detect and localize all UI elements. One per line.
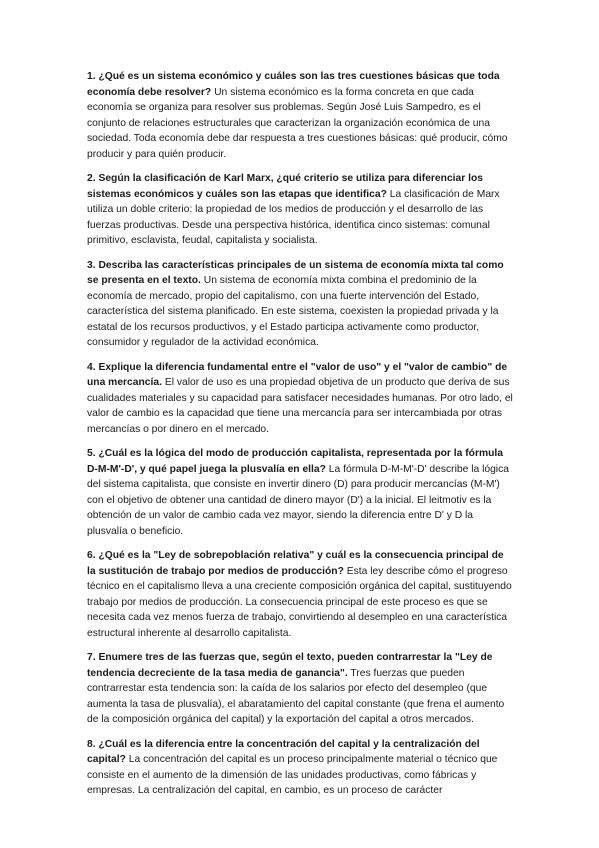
question-2: 2. Según la clasificación de Karl Marx, ¿qué criterio se utiliza para diferenciar los sistemas económicos y cuáles son las etapas que identifica? [87, 173, 483, 200]
answer-8: La concentración del capital es un proceso principalmente material o técnico que consiste en el aumento de la dimensión de las unidades productivas, como fábricas y empresas. La centralización del capital, en cambio, es un proceso de carácter [87, 754, 498, 796]
question-3: 3. Describa las características principales de un sistema de economía mixta tal como se presenta en el texto. [87, 259, 504, 286]
qa-item-1 [87, 69, 515, 162]
question-8: 8. ¿Cuál es la diferencia entre la concentración del capital y la centralización del capital? [87, 738, 480, 765]
question-5: 5. ¿Cuál es la lógica del modo de producción capitalista, representada por la fórmula D-M-M'-D', y qué papel juega la plusvalía en ella? [87, 448, 503, 475]
question-4: 4. Explique la diferencia fundamental entre el "valor de uso" y el "valor de cambio" de una mercancía. [87, 361, 508, 388]
qa-item-8 [87, 737, 515, 799]
qa-item-6 [87, 548, 515, 641]
question-6: 6. ¿Qué es la "Ley de sobrepoblación relativa" y cuál es la consecuencia principal de la sustitución de trabajo por medios de producción? [87, 550, 504, 577]
answer-4: El valor de uso es una propiedad objetiva de un producto que deriva de sus cualidades materiales y su capacidad para satisfacer necesidades humanas. Por otro lado, el valor de cambio es la capacidad que tiene una mercancía para ser intercambiada por otras mercancías o por dinero en el mercado. [87, 377, 513, 435]
qa-item-4 [87, 360, 515, 438]
answer-2: La clasificación de Marx utiliza un doble criterio: la propiedad de los medios de producción y el desarrollo de las fuerzas productivas. Desde una perspectiva histórica, identifica cinco sistemas: comunal primitivo, esclavista, feudal, capitalista y socialista. [87, 188, 500, 246]
answer-1: Un sistema económico es la forma concreta en que cada economía se organiza para resolver sus problemas. Según José Luis Sampedro, es el conjunto de relaciones estructurales que caracterizan la organización económica de una sociedad. Toda economía debe dar respuesta a tres cuestiones básicas: qué producir, cómo producir y para quién producir. [87, 86, 508, 160]
question-7: 7. Enumere tres de las fuerzas que, según el texto, pueden contrarrestar la "Ley de tendencia decreciente de la tasa media de ganancia". [87, 652, 493, 679]
qa-item-5 [87, 446, 515, 539]
qa-item-7 [87, 650, 515, 728]
qa-item-3 [87, 258, 515, 351]
answer-5: La fórmula D-M-M'-D' describe la lógica del sistema capitalista, que consiste en invertir dinero (D) para producir mercancías (M-M') con el objetivo de obtener una cantidad de dinero mayor (D') a la inicial. El leitmotiv es la obtención de un valor de cambio cada vez mayor, siendo la diferencia entre D' y D la plusvalía o beneficio. [87, 463, 509, 537]
answer-3: Un sistema de economía mixta combina el predominio de la economía de mercado, propio del capitalismo, con una fuerte intervención del Estado, característica del sistema planificado. En este sistema, coexisten la propiedad privada y la estatal de los recursos productivos, y el Estado participa activamente como productor, consumidor y regulador de la actividad económica. [87, 275, 499, 348]
qa-item-2 [87, 171, 515, 249]
answer-7: Tres fuerzas que pueden contrarrestar esta tendencia son: la caída de los salarios por efecto del desempleo (que aumenta la tasa de plusvalía), el abaratamiento del capital constante (que frena el aumento de la composición orgánica del capital) y la exportación del capital a otros mercados. [87, 667, 505, 725]
document-body [87, 69, 515, 808]
question-1: 1. ¿Qué es un sistema económico y cuáles son las tres cuestiones básicas que toda economía debe resolver? [87, 71, 500, 98]
answer-6: Esta ley describe cómo el progreso técnico en el capitalismo lleva a una creciente composición orgánica del capital, sustituyendo trabajo por medios de producción. La consecuencia principal de este proceso es que se necesita cada vez menos fuerza de trabajo, convirtiendo al desempleo en una característica estructural inherente al desarrollo capitalista. [87, 565, 512, 639]
